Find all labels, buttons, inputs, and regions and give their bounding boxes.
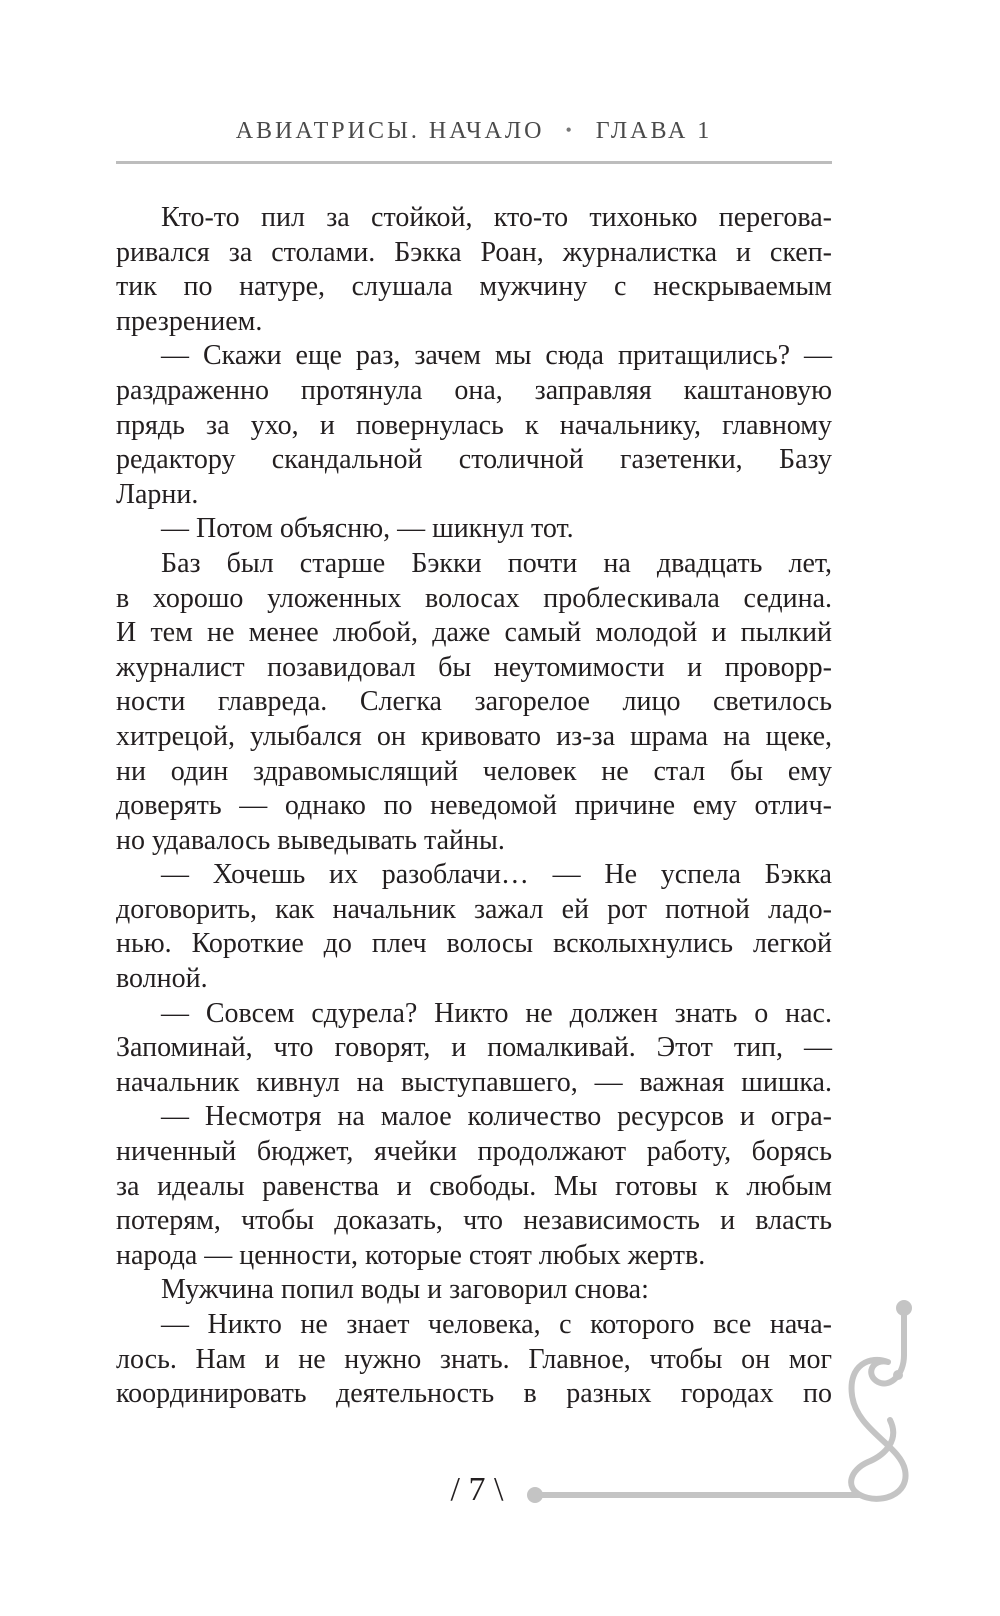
text-line: начальник кивнул на выступавшего, — важная шишка. <box>116 1066 832 1098</box>
text-line: ности главреда. Слегка загорелое лицо светилось <box>116 686 832 718</box>
text-line: потерям, чтобы доказать, что независимость и власть <box>116 1205 832 1237</box>
text-line: — Потом объясню, — шикнул тот. <box>161 513 574 545</box>
text-line: журналист позавидовал бы неутомимости и проворр- <box>116 651 832 683</box>
text-line: — Совсем сдурела? Никто не должен знать о нас. <box>161 997 832 1029</box>
text-line: ривался за столами. Бэкка Роан, журналистка и скеп- <box>116 236 832 268</box>
text-line: презрением. <box>116 305 263 337</box>
text-line: раздраженно протянула она, заправляя каштановую <box>116 374 832 406</box>
ornament-swirl <box>851 1355 905 1499</box>
text-line: хитрецой, улыбался он кривовато из-за шрама на щеке, <box>116 720 832 752</box>
text-line: прядь за ухо, и повернулась к начальнику, главному <box>116 409 832 441</box>
text-line: волной. <box>116 963 208 995</box>
text-line: — Несмотря на малое количество ресурсов и огра- <box>161 1101 832 1133</box>
text-line: — Никто не знает человека, с которого все нача- <box>161 1309 832 1340</box>
text-line: тик по натуре, слушала мужчину с нескрываемым <box>116 271 832 303</box>
text-line: народа — ценности, которые стоят любых жертв. <box>116 1239 706 1271</box>
body-text <box>116 201 832 1412</box>
running-head-book-title: АВИАТРИСЫ. НАЧАЛО <box>235 118 545 144</box>
text-line: договорить, как начальник зажал ей рот потной ладо- <box>116 893 832 925</box>
running-head-separator: • <box>565 120 575 140</box>
text-line: ни один здравомыслящий человек не стал бы ему <box>116 755 832 787</box>
text-line: ниченный бюджет, ячейки продолжают работу, борясь <box>116 1136 832 1168</box>
text-line: нью. Короткие до плеч волосы всколыхнулись легкой <box>116 928 832 960</box>
text-line: Кто-то пил за стойкой, кто-то тихонько перегова- <box>161 202 832 233</box>
text-line: лось. Нам и не нужно знать. Главное, чтобы он мог <box>116 1343 832 1375</box>
text-line: Ларни. <box>116 478 199 510</box>
ornament-dot-right <box>893 1370 903 1380</box>
text-line: Баз был старше Бэкки почти на двадцать лет, <box>161 547 832 579</box>
running-head-chapter: ГЛАВА 1 <box>595 118 713 144</box>
page-number: / 7 \ <box>450 1471 504 1508</box>
text-line: Запоминай, что говорят, и помалкивай. Этот тип, — <box>116 1032 832 1064</box>
running-head <box>116 118 832 145</box>
text-line: в хорошо уложенных волосах проблескивала седина. <box>116 582 832 614</box>
text-line: редактору скандальной столичной газетенки, Базу <box>116 444 832 476</box>
ornament-dot-top <box>896 1300 912 1316</box>
text-line: — Скажи еще раз, зачем мы сюда притащились? — <box>161 340 832 372</box>
header-rule <box>116 161 832 164</box>
text-line: Мужчина попил воды и заговорил снова: <box>161 1274 649 1306</box>
text-line: доверять — однако по неведомой причине ему отлич- <box>116 790 832 822</box>
text-line: И тем не менее любой, даже самый молодой и пылкий <box>116 617 832 649</box>
text-line: координировать деятельность в разных городах по <box>116 1378 832 1410</box>
text-line: за идеалы равенства и свободы. Мы готовы к любым <box>116 1170 832 1202</box>
text-line: — Хочешь их разоблачи… — Не успела Бэкка <box>161 859 832 891</box>
text-line: но удавалось выведывать тайны. <box>116 824 505 856</box>
